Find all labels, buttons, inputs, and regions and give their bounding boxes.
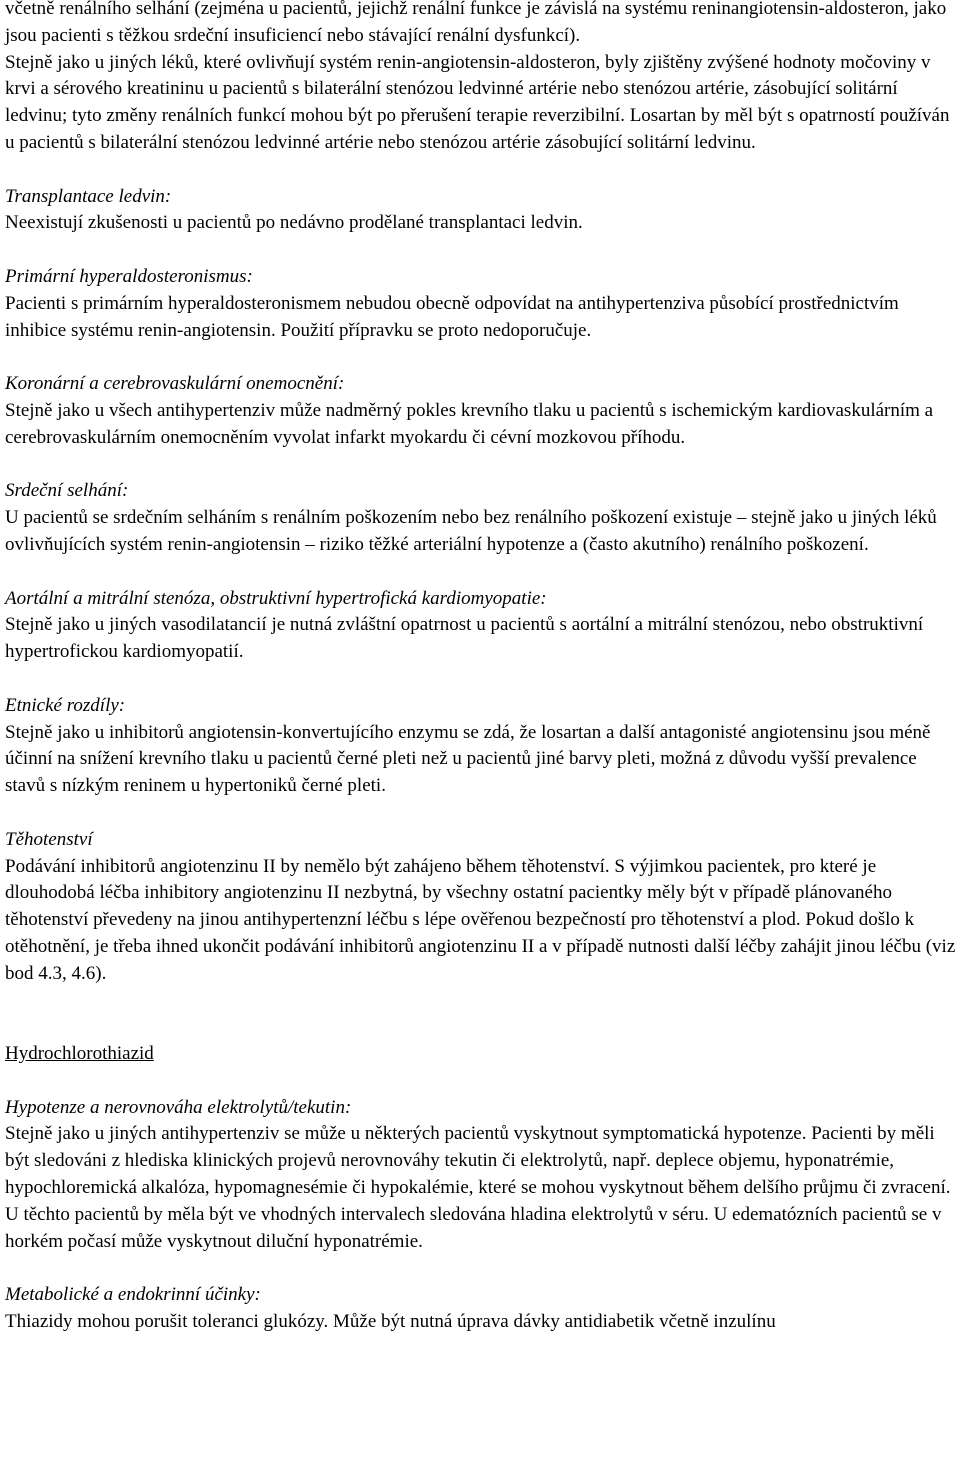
section-body: Stejně jako u inhibitorů angiotensin-konvertujícího enzymu se zdá, že losartan a další antagonisté angiotensinu jsou méně účinní na snížení krevního tlaku u pacientů černé pleti než u pacientů jiné barvy pleti, možná z důvodu vyšší prevalence stavů s nízkým reninem u hypertoniků černé pleti. — [5, 721, 931, 797]
section-heading: Koronární a cerebrovaskulární onemocnění: — [5, 373, 345, 395]
section-body: Podávání inhibitorů angiotenzinu II by nemělo být zahájeno během těhotenství. S výjimkou pacientek, pro které je dlouhodobá léčba inhibitory angiotenzinu II nezbytná, by všechny ostatní pacientky měly být v případě plánovaného těhotenství převedeny na jinou antihypertenzní léčbu s lépe ověřenou bezpečností pro těhotenství a plod. Pokud došlo k otěhotnění, je třeba ihned ukončit podávání inhibitorů angiotenzinu II a v případě nutnosti další léčby zahájit jinou léčbu (viz bod 4.3, 4.6). — [5, 855, 956, 984]
section-heading: Primární hyperaldosteronismus: — [5, 265, 253, 287]
section-transplantation — [5, 184, 956, 238]
section-body: Stejně jako u všech antihypertenziv může nadměrný pokles krevního tlaku u pacientů s ischemickým kardiovaskulárním a cerebrovaskulárním onemocněním vyvolat infarkt myokardu či cévní mozkovou příhodu. — [5, 399, 934, 448]
intro-p2-end: Losartan by měl být s opatrností používán u pacientů s bilaterální stenózou ledvinné artérie nebo stenózou artérie zásobující solitární ledvinu. — [5, 105, 950, 153]
section-heading: Transplantace ledvin: — [5, 185, 172, 207]
intro-p2-normal: Stejně jako u jiných léků, které ovlivňují systém renin-angiotensin-aldosteron, byly zjištěny zvýšené hodnoty močoviny v krvi a sérového kreatininu u pacientů s bilaterální stenózou ledvinné artérie nebo — [5, 51, 931, 100]
section-heading: Srdeční selhání: — [5, 480, 129, 502]
hydrochlorothiazide-title: Hydrochlorothiazid — [5, 1043, 154, 1065]
section-heading: Těhotenství — [5, 828, 93, 850]
section-stenosis — [5, 586, 956, 666]
section-body: Thiazidy mohou porušit toleranci glukózy. Může být nutná úprava dávky antidiabetik včetně inzulínu — [5, 1311, 776, 1333]
section-heading: Etnické rozdíly: — [5, 694, 126, 716]
section-body: Neexistují zkušenosti u pacientů po nedávno prodělané transplantaci ledvin. — [5, 212, 583, 234]
section-coronary — [5, 371, 956, 451]
section-heart-failure — [5, 478, 956, 558]
section-body: Pacienti s primárním hyperaldosteronismem nebudou obecně odpovídat na antihypertenziva působící prostřednictvím inhibice systému renin-angiotensin. Použití přípravku se proto nedoporučuje. — [5, 292, 899, 341]
section-pregnancy — [5, 827, 956, 988]
section-ethnic — [5, 693, 956, 800]
section-hyperaldosteronism — [5, 264, 956, 344]
section-body: Stejně jako u jiných vasodilatancií je nutná zvláštní opatrnost u pacientů s aortální a mitrální stenózou, nebo obstruktivní hypertrofickou kardiomyopatií. — [5, 614, 924, 663]
section-heading: Metabolické a endokrinní účinky: — [5, 1284, 261, 1306]
section-body-2: U těchto pacientů by měla být ve vhodných intervalech sledována hladina elektrolytů v séru. U edematózních pacientů se v horkém počasí může vyskytnout diluční hyponatrémie. — [5, 1203, 942, 1252]
section-body-1: Stejně jako u jiných antihypertenziv se může u některých pacientů vyskytnout symptomatická hypotenze. Pacienti by měli být sledováni z hlediska klinických projevů nerovnováhy tekutin či elektrolytů, např. deplece objemu, hyponatrémie, hypochloremická alkalóza, hypomagnesémie či hypokalémie, které se mohou vyskytnout během delšího průjmu či zvracení. — [5, 1123, 951, 1199]
section-metabolic — [5, 1282, 956, 1336]
section-hypotension — [5, 1095, 956, 1256]
intro-paragraph-2 — [5, 50, 956, 157]
section-heading: Aortální a mitrální stenóza, obstruktivní hypertrofická kardiomyopatie: — [5, 587, 547, 609]
intro-p2-middle: stenózou artérie, zásobující solitární ledvinu; tyto změny renálních funkcí mohou být po přerušení terapie reverzibilní. — [5, 78, 898, 127]
intro-paragraph-1: včetně renálního selhání (zejména u pacientů, jejichž renální funkce je závislá na systému reninangiotensin-aldosteron, jako jsou pacienti s těžkou srdeční insuficiencí nebo stávající renální dysfunkcí). — [5, 0, 947, 46]
section-heading: Hypotenze a nerovnováha elektrolytů/tekutin: — [5, 1096, 352, 1118]
section-body: U pacientů se srdečním selháním s renálním poškozením nebo bez renálního poškození existuje – stejně jako u jiných léků ovlivňujících systém renin-angiotensin – riziko těžké arteriální hypotenze a (často akutního) renálního poškození. — [5, 507, 937, 555]
